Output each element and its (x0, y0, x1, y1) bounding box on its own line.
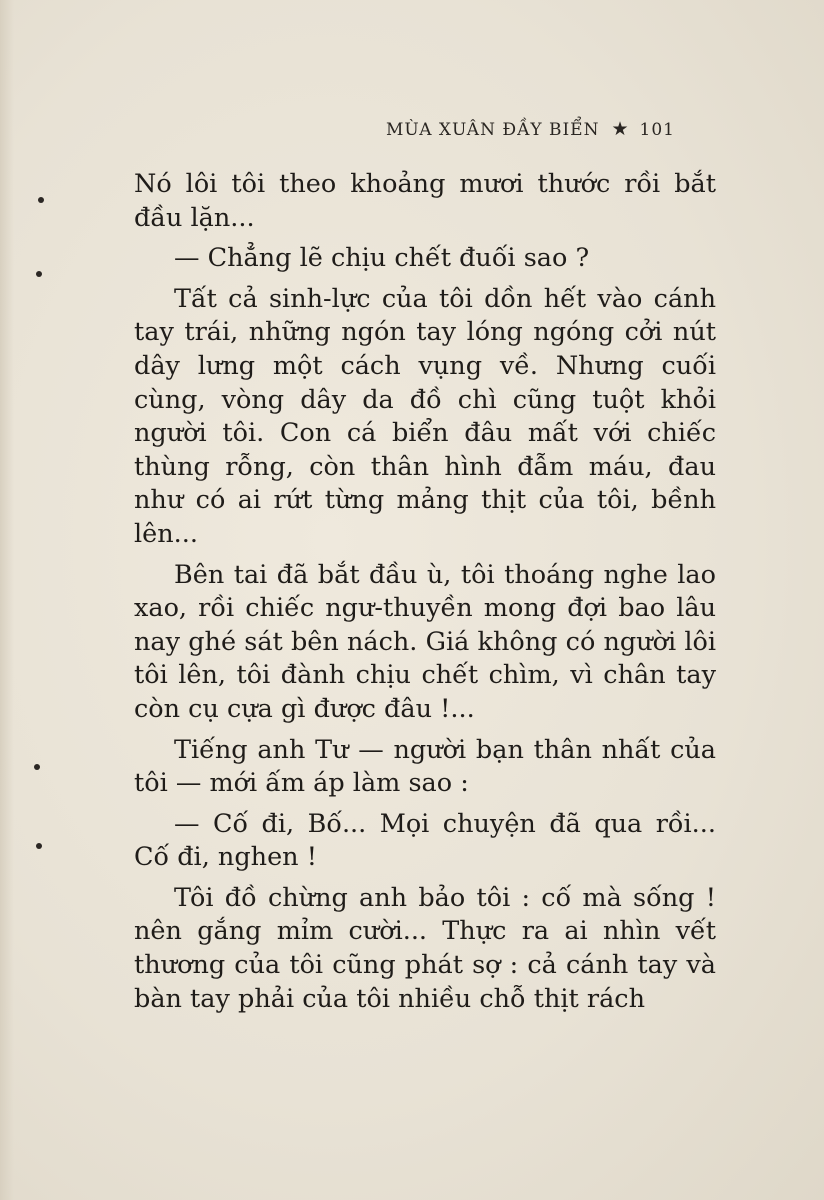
body-text (134, 168, 716, 1023)
binding-hole (38, 197, 44, 203)
paragraph: Nó lôi tôi theo khoảng mươi thước rồi bắt đầu lặn... (134, 169, 716, 233)
star-separator: ★ (611, 118, 630, 140)
running-header (386, 118, 706, 140)
page-number: 101 (639, 120, 675, 140)
binding-hole (34, 764, 40, 770)
paragraph: — Chẳng lẽ chịu chết đuối sao ? (174, 243, 590, 274)
paragraph: Bên tai đã bắt đầu ù, tôi thoáng nghe lao xao, rồi chiếc ngư-thuyền mong đợi bao lâu nay ghé sát bên nách. Giá không có người lôi tôi lên, tôi đành chịu chết chìm, vì chân tay còn cụ cựa gì được đâu !... (134, 559, 716, 724)
paragraph: Tiếng anh Tư — người bạn thân nhất của tôi — mới ấm áp làm sao : (134, 734, 716, 799)
paragraph: Tất cả sinh-lực của tôi dồn hết vào cánh tay trái, những ngón tay lóng ngóng cởi nút dây lưng một cách vụng về. Nhưng cuối cùng, vòng dây da đồ chì cũng tuột khỏi người tôi. Con cá biển đâu mất với chiếc thùng rỗng, còn thân hình đẫm máu, đau như có ai rứt từng mảng thịt của tôi, bềnh lên... (134, 283, 716, 549)
paragraph: — Cố đi, Bố... Mọi chuyện đã qua rồi... Cố đi, nghen ! (134, 808, 716, 873)
binding-hole (36, 843, 42, 849)
binding-hole (36, 271, 42, 277)
page-spine-shadow (0, 0, 14, 1200)
running-title: MÙA XUÂN ĐẦY BIỂN (386, 120, 600, 140)
paragraph: Tôi đồ chừng anh bảo tôi : cố mà sống ! nên gắng mỉm cười... Thực ra ai nhìn vết thương của tôi cũng phát sợ : cả cánh tay và bàn tay phải của tôi nhiều chỗ thịt rách (134, 882, 716, 1014)
